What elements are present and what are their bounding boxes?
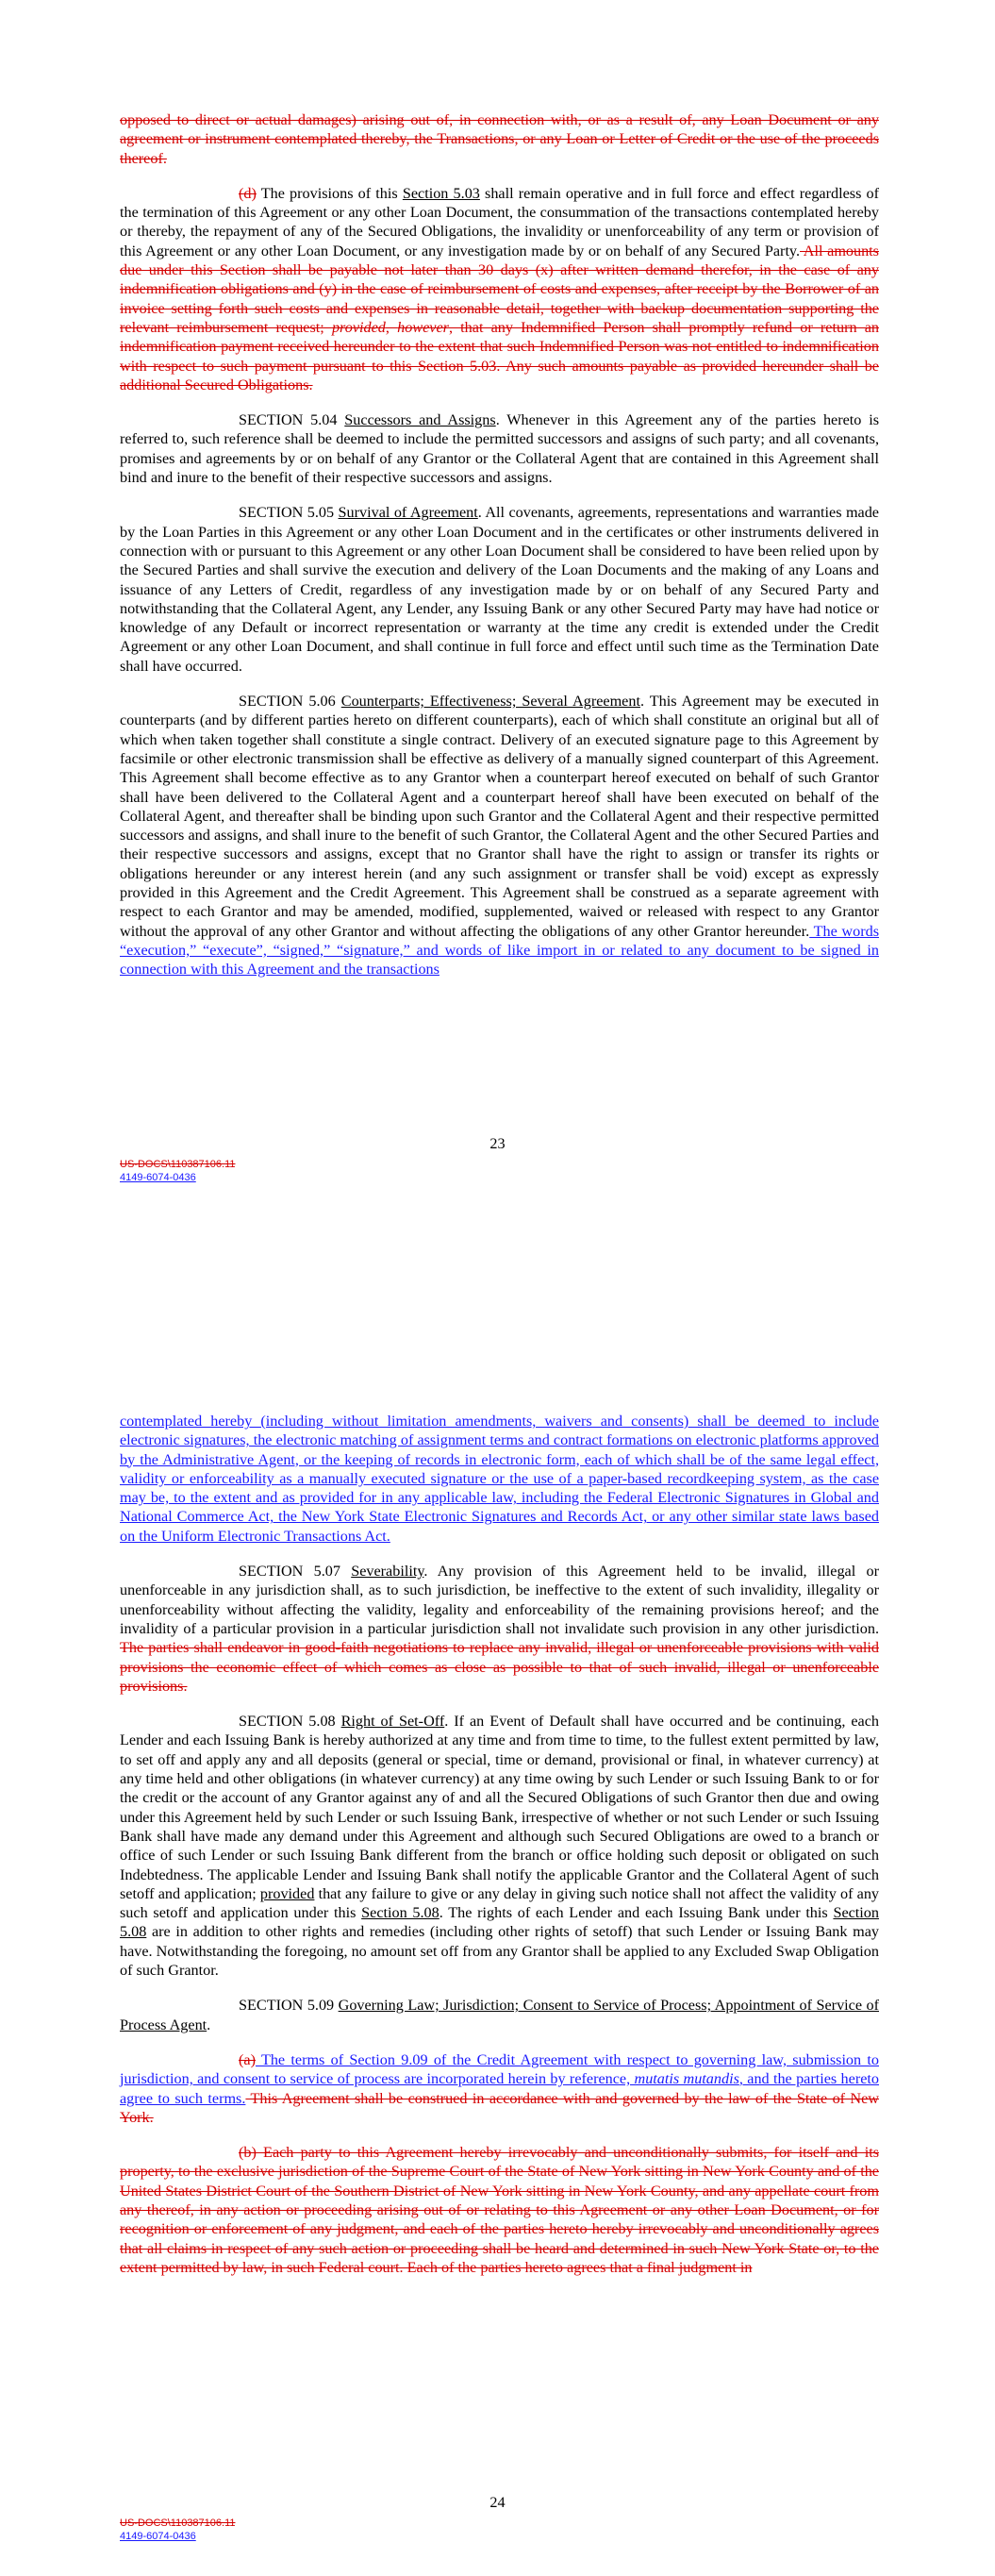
section-title: Survival of Agreement <box>338 504 478 522</box>
paragraph-indemnity-tail: opposed to direct or actual damages) arising out of, in connection with, or as a result of, any Loan Document or any agreement or instrument contemplated thereby, the Transactions, or any Loan or Letter of Credit or the use of the proceeds thereof. <box>120 111 879 167</box>
section-title: Counterparts; Effectiveness; Several Agreement <box>340 693 640 711</box>
footer-doc-id: US-DOCS\110387106.11 4149-6074-0436 <box>120 1159 236 1183</box>
footer-doc-id: US-DOCS\110387106.11 4149-6074-0436 <box>120 2517 236 2542</box>
section-title: Severability <box>351 1563 424 1581</box>
paragraph-5-03-d: (d) The provisions of this Section 5.03 shall remain operative and in full force and effect regardless of the termination of this Agreement or any other Loan Document, the consummation of the transactions contemplated hereby or thereby, the repayment of any of the Secured Obligations, the invalidity or unenforceability of any term or provision of this Agreement or any other Loan Document, or any investigation made by or on behalf of any Secured Party. All amounts due under this Section shall be payable not later than 30 days (x) after written demand therefor, in the case of any indemnification obligations and (y) in the case of reimbursement of costs and expenses, after receipt by the Borrower of an invoice setting forth such costs and expenses in reasonable detail, together with backup documentation supporting the relevant reimbursement request; provided, however, that any Indemnified Person shall promptly refund or return an indemnification payment received hereunder to the extent that such Indemnified Person was not entitled to indemnification with respect to such payment pursuant to this Section 5.03. Any such amounts payable as provided hereunder shall be additional Secured Obligations. <box>120 184 880 393</box>
page-number: 24 <box>489 2494 506 2511</box>
section-5-07: SECTION 5.07 Severability. Any provision of this Agreement held to be invalid, illegal or unenforceable in any jurisdiction shall, as to such jurisdiction, be ineffective to the extent of such invalidity, illegality or unenforceability without affecting the validity, legality and enforceability of the remaining provisions hereof; and the invalidity of a particular provision in a particular jurisdiction shall not invalidate such provision in any other jurisdiction. The parties shall endeavor in good-faith negotiations to replace any invalid, illegal or unenforceable provisions with valid provisions the economic effect of which comes as close as possible to that of such invalid, illegal or unenforceable provisions. <box>120 1563 879 1695</box>
section-5-05: SECTION 5.05 Survival of Agreement. All covenants, agreements, representations and warranties made by the Loan Parties in this Agreement or any other Loan Document and in the certificates or other instruments delivered in connection with or pursuant to this Agreement or any other Loan Document shall be considered to have been relied upon by the Secured Parties and shall survive the execution and delivery of the Loan Documents and the making of any Loans and issuance of any Letters of Credit, regardless of any investigation made by or on behalf of any Secured Party and notwithstanding that the Collateral Agent, any Lender, any Issuing Bank or any other Secured Party may have had notice or knowledge of any Default or incorrect representation or warranty at the time any credit is extended under the Credit Agreement or any other Loan Document, and shall continue in full force and effect until such time as the Termination Date shall have occurred. <box>120 504 879 675</box>
page-number: 23 <box>489 1135 506 1152</box>
page-24 <box>0 1302 995 2576</box>
section-5-04: SECTION 5.04 Successors and Assigns. Whenever in this Agreement any of the parties hereto is referred to, such reference shall be deemed to include the permitted successors and assigns of such party; and all covenants, promises and agreements by or on behalf of any Grantor or the Collateral Agent that are contained in this Agreement shall bind and inure to the benefit of their respective successors and assigns. <box>120 411 879 487</box>
section-5-09-b: (b) Each party to this Agreement hereby irrevocably and unconditionally submits, for itself and its property, to the exclusive jurisdiction of the Supreme Court of the State of New York sitting in New York County and of the United States District Court of the Southern District of New York sitting in New York County, and any appellate court from any thereof, in any action or proceeding arising out of or relating to this Agreement or any other Loan Document, or for recognition or enforcement of any judgment, and each of the parties hereto hereby irrevocably and unconditionally agrees that all claims in respect of any such action or proceeding shall be heard and determined in such New York State or, to the extent permitted by law, in such Federal court. Each of the parties hereto agrees that a final judgment in <box>120 2144 879 2276</box>
section-5-08: SECTION 5.08 Right of Set-Off. If an Event of Default shall have occurred and be continuing, each Lender and each Issuing Bank is hereby authorized at any time and from time to time, to the fullest extent permitted by law, to set off and apply any and all deposits (general or special, time or demand, provisional or final, in whatever currency) at any time held and other obligations (in whatever currency) at any time owing by such Lender or such Issuing Bank to or for the credit or the account of any Grantor against any of and all the Secured Obligations of such Grantor then due and owing under this Agreement held by such Lender or such Issuing Bank, irrespective of whether or not such Lender or such Issuing Bank shall have made any demand under this Agreement and although such Secured Obligations are owed to a branch or office of such Lender or such Issuing Bank different from the branch or office holding such deposit or obligated on such Indebtedness. The applicable Lender and Issuing Bank shall notify the applicable Grantor and the Collateral Agent of such setoff and application; provided that any failure to give or any delay in giving such notice shall not affect the validity of any such setoff and application under this Section 5.08. The rights of each Lender and each Issuing Bank under this Section 5.08 are in addition to other rights and remedies (including other rights of setoff) that such Lender or Issuing Bank may have. Notwithstanding the foregoing, no amount set off from any Grantor shall be applied to any Excluded Swap Obligation of such Grantor. <box>120 1713 880 1980</box>
section-title: Successors and Assigns <box>344 411 496 429</box>
section-title: Governing Law; Jurisdiction; Consent to Service of Process; Appointment of Service of Process Agent <box>120 1997 879 2033</box>
section-5-09-a: (a) The terms of Section 9.09 of the Credit Agreement with respect to governing law, submission to jurisdiction, and consent to service of process are incorporated herein by reference, mutatis mutandis, and the parties hereto agree to such terms. This Agreement shall be construed in accordance with and governed by the law of the State of New York. <box>120 2050 879 2126</box>
section-5-06: SECTION 5.06 Counterparts; Effectiveness; Several Agreement. This Agreement may be executed in counterparts (and by different parties hereto on different counterparts), each of which shall constitute an original but all of which when taken together shall constitute a single contract. Delivery of an executed signature page to this Agreement by facsimile or other electronic transmission shall be effective as delivery of a manually signed counterpart of this Agreement. This Agreement shall become effective as to any Grantor when a counterpart hereof executed on behalf of such Grantor shall have been delivered to the Collateral Agent and a counterpart hereof shall have been executed on behalf of the Collateral Agent, and thereafter shall be binding upon such Grantor and the Collateral Agent and their respective permitted successors and assigns, and shall inure to the benefit of such Grantor, the Collateral Agent and the other Secured Parties and their respective successors and assigns, except that no Grantor shall have the right to assign or transfer its rights or obligations hereunder or any interest herein (and any such assignment or transfer shall be void) except as expressly provided in this Agreement and the Credit Agreement. This Agreement shall be construed as a separate agreement with respect to each Grantor and may be amended, modified, supplemented, waived or released with respect to any Grantor without the approval of any other Grantor and without affecting the obligations of any other Grantor hereunder. The words “execution,” “execute”, “signed,” “signature,” and words of like import in or related to any document to be signed in connection with this Agreement and the transactions <box>120 693 879 979</box>
section-title: Right of Set-Off <box>340 1713 445 1731</box>
paragraph-electronic-signatures: contemplated hereby (including without limitation amendments, waivers and consents) shall be deemed to include electronic signatures, the electronic matching of assignment terms and contract formations on electronic platforms approved by the Administrative Agent, or the keeping of records in electronic form, each of which shall be of the same legal effect, validity or enforceability as a manually executed signature or the use of a paper-based recordkeeping system, as the case may be, to the extent and as provided for in any applicable law, including the Federal Electronic Signatures in Global and National Commerce Act, the New York State Electronic Signatures and Records Act, or any other similar state laws based on the Uniform Electronic Transactions Act. <box>120 1413 879 1545</box>
page-23-body <box>120 110 879 995</box>
page-24-body <box>120 1412 879 2293</box>
section-5-09: SECTION 5.09 Governing Law; Jurisdiction; Consent to Service of Process; Appointment of Service of Process Agent. <box>120 1997 879 2033</box>
